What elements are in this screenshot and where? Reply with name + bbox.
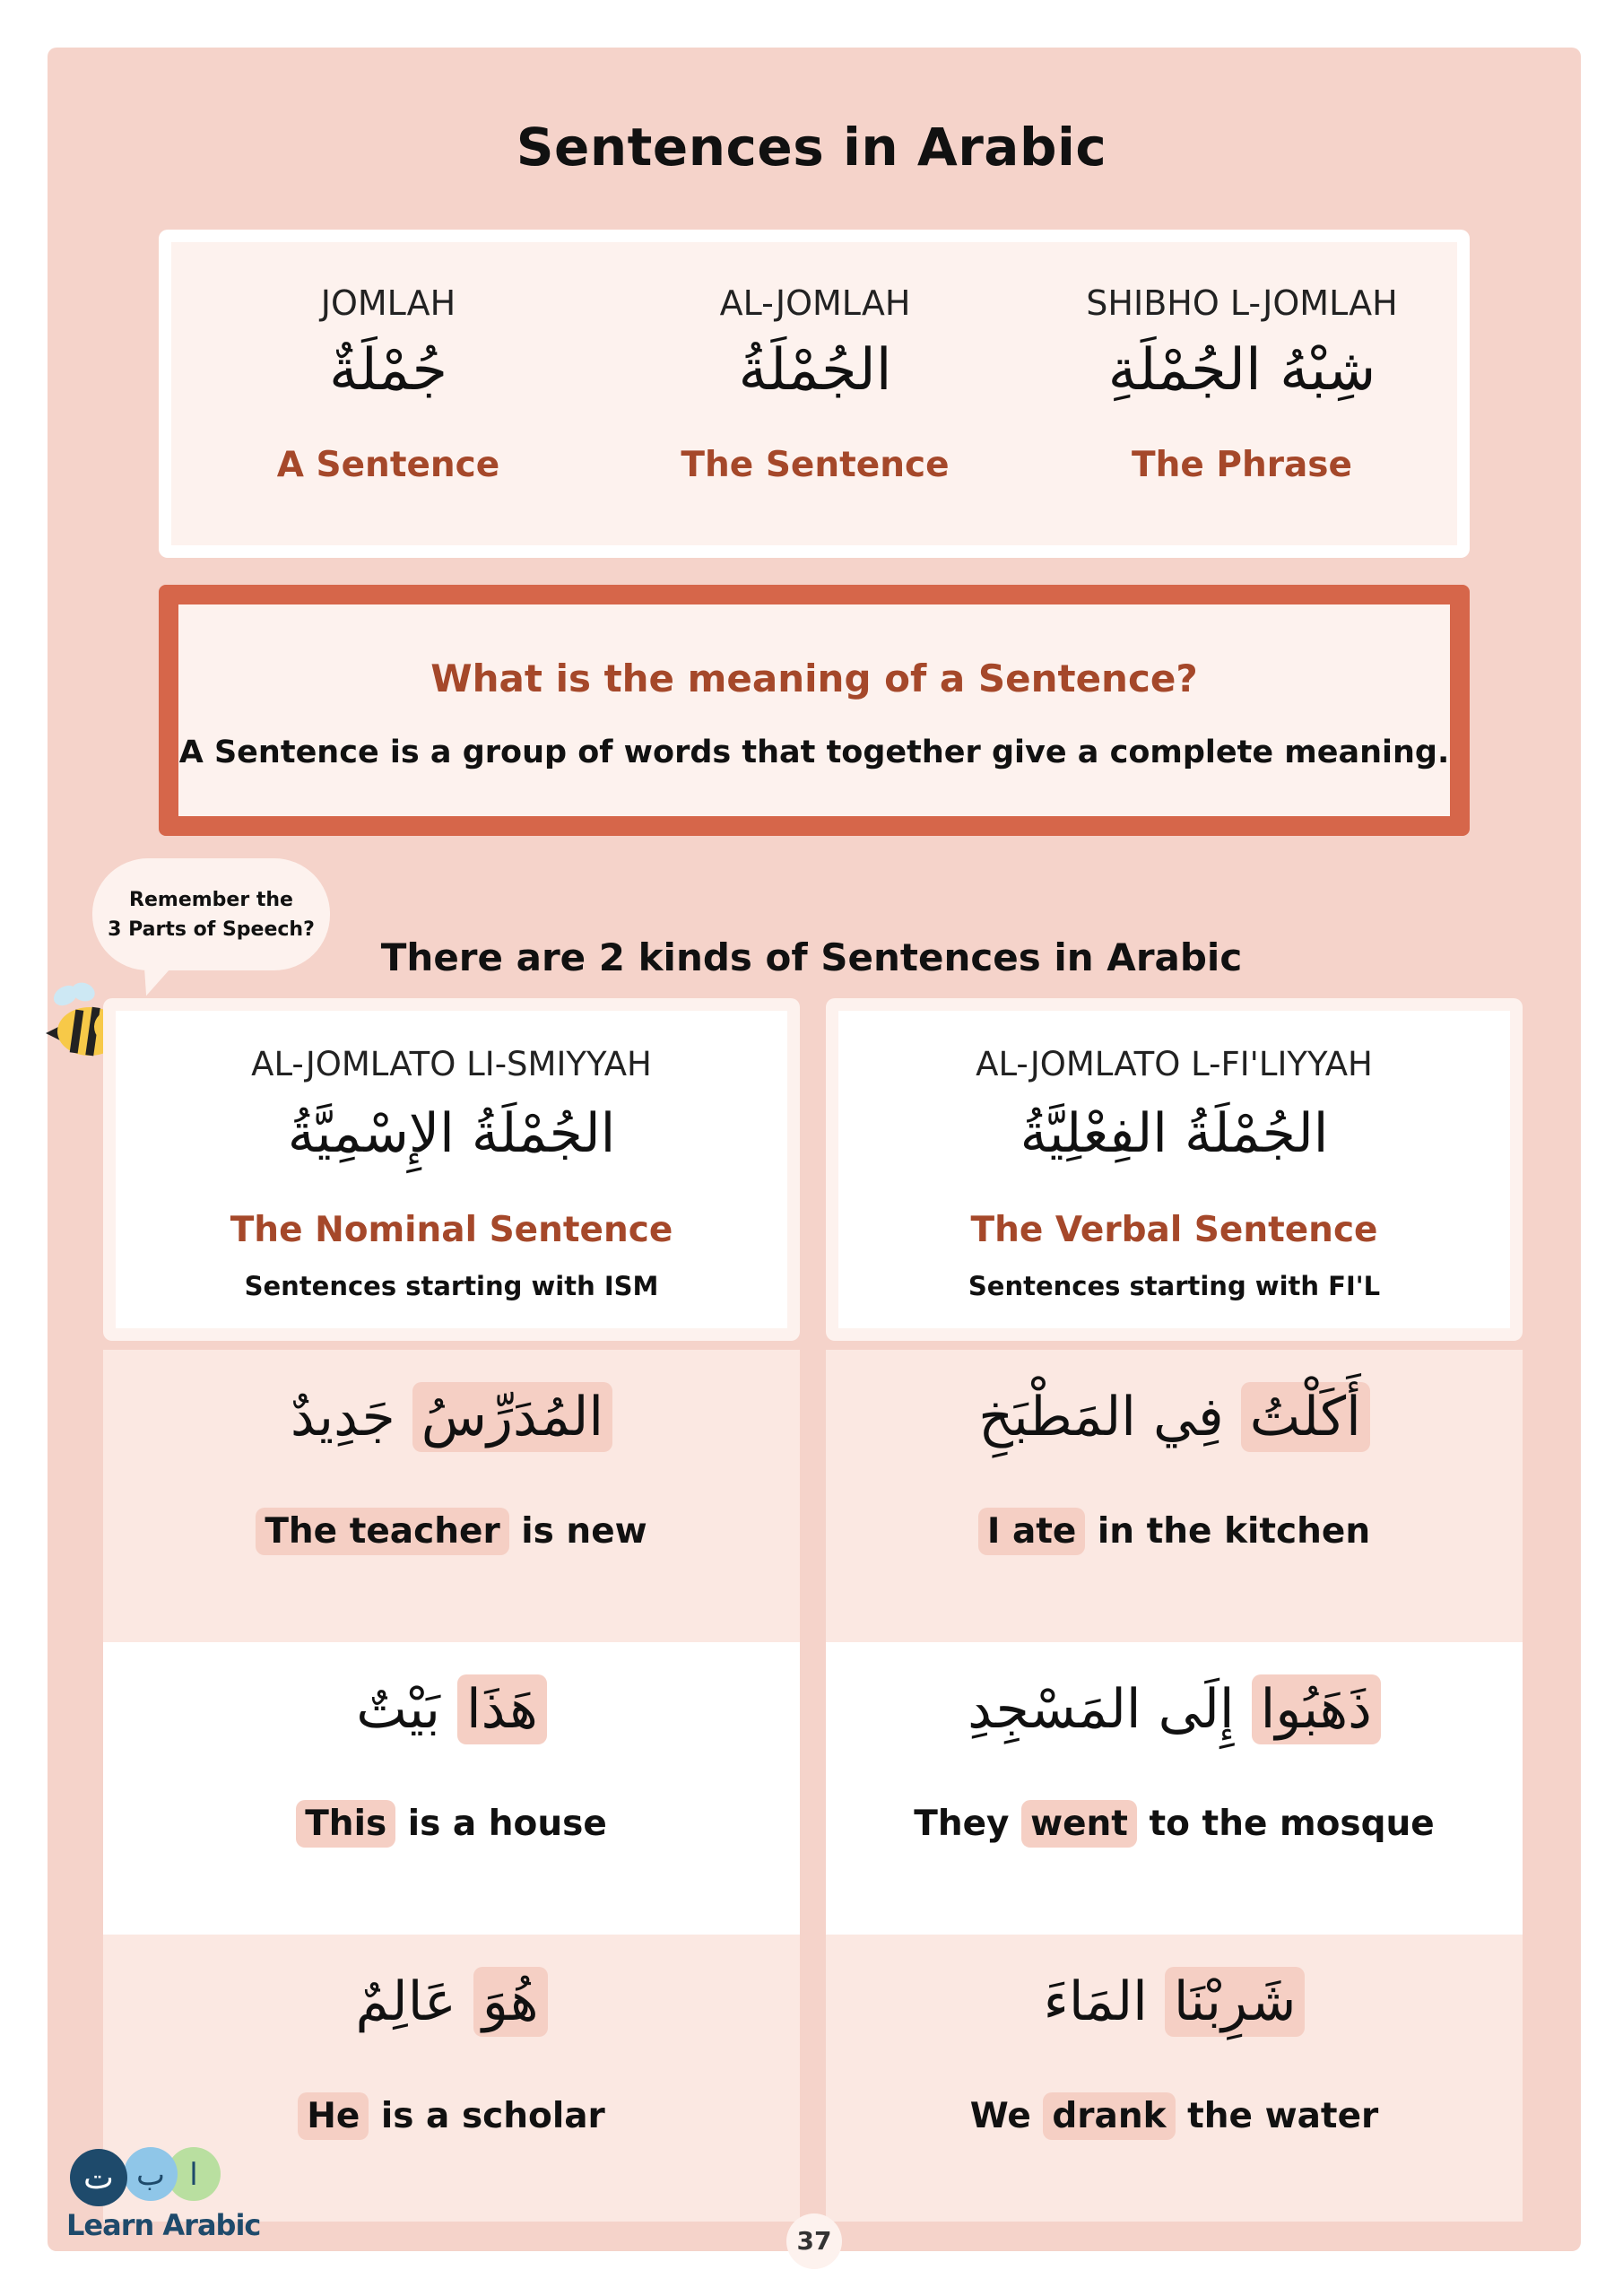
example-english bbox=[103, 1804, 800, 1844]
example-arabic bbox=[103, 1970, 800, 2033]
english-post: the water bbox=[1175, 2096, 1379, 2136]
page-title: Sentences in Arabic bbox=[516, 117, 1107, 178]
bubble-line-1: Remember the bbox=[129, 889, 293, 911]
arabic-rest: جَدِيدٌ bbox=[290, 1386, 395, 1448]
term-arabic: شِبْهُ الجُمْلَةِ bbox=[1107, 337, 1376, 404]
definition-box bbox=[159, 585, 1470, 836]
english-highlight: The teacher bbox=[256, 1508, 508, 1555]
nominal-header-card bbox=[103, 998, 800, 1341]
nominal-example bbox=[103, 1350, 800, 1642]
nominal-example bbox=[103, 1642, 800, 1935]
logo-letter-ba: ب bbox=[135, 2157, 166, 2193]
arabic-rest: بَيْتٌ bbox=[356, 1678, 440, 1741]
bubble-line-2: 3 Parts of Speech? bbox=[108, 918, 315, 941]
english-post: to the mosque bbox=[1136, 1804, 1435, 1844]
english-post: is a scholar bbox=[369, 2096, 605, 2136]
nominal-arabic: الجُمْلَةُ الإِسْمِيَّةُ bbox=[287, 1102, 616, 1165]
example-arabic bbox=[826, 1386, 1523, 1448]
terms-box bbox=[159, 230, 1470, 558]
term-translit: AL-JOMLAH bbox=[719, 283, 911, 323]
example-english bbox=[103, 1511, 800, 1552]
example-arabic bbox=[826, 1970, 1523, 2033]
term-english: The Phrase bbox=[1132, 445, 1352, 485]
page-number: 37 bbox=[786, 2213, 842, 2269]
logo-letter-alif: ا bbox=[189, 2157, 198, 2193]
example-english bbox=[826, 2096, 1523, 2136]
verbal-english: The Verbal Sentence bbox=[970, 1210, 1378, 1250]
example-english bbox=[826, 1804, 1523, 1844]
verbal-example bbox=[826, 1350, 1523, 1642]
term-english: A Sentence bbox=[276, 445, 500, 485]
example-english bbox=[826, 1511, 1523, 1552]
arabic-highlight: شَرِبْنَا bbox=[1165, 1967, 1305, 2037]
arabic-highlight: هَذَا bbox=[457, 1674, 547, 1744]
arabic-rest: إِلَى المَسْجِدِ bbox=[968, 1678, 1235, 1741]
english-pre: They bbox=[914, 1804, 1022, 1844]
definition-answer: A Sentence is a group of words that together give a complete meaning. bbox=[178, 735, 1450, 770]
english-post: in the kitchen bbox=[1085, 1511, 1371, 1552]
arabic-rest: المَاءَ bbox=[1043, 1970, 1148, 2033]
verbal-header-card bbox=[826, 998, 1523, 1341]
nominal-english: The Nominal Sentence bbox=[230, 1210, 673, 1250]
verbal-example bbox=[826, 1935, 1523, 2222]
arabic-rest: عَالِمٌ bbox=[355, 1970, 456, 2033]
nominal-column bbox=[103, 998, 800, 2222]
english-highlight: He bbox=[298, 2092, 369, 2140]
term-translit: SHIBHO L-JOMLAH bbox=[1086, 283, 1398, 323]
arabic-highlight: هُوَ bbox=[473, 1967, 548, 2037]
verbal-translit: AL-JOMLATO L-FI'LIYYAH bbox=[976, 1045, 1373, 1083]
logo-letter-ta: ت bbox=[83, 2160, 114, 2196]
kinds-title: There are 2 kinds of Sentences in Arabic bbox=[380, 935, 1243, 979]
term-english: The Sentence bbox=[681, 445, 950, 485]
arabic-highlight: أَكَلْتُ bbox=[1241, 1382, 1370, 1452]
example-arabic bbox=[103, 1386, 800, 1448]
example-english bbox=[103, 2096, 800, 2136]
nominal-subtitle: Sentences starting with ISM bbox=[244, 1271, 659, 1301]
verbal-subtitle: Sentences starting with FI'L bbox=[968, 1271, 1381, 1301]
arabic-rest: فِي المَطْبَخِ bbox=[978, 1386, 1224, 1448]
english-highlight: drank bbox=[1043, 2092, 1175, 2140]
logo-text: Learn Arabic bbox=[66, 2208, 261, 2242]
english-highlight: went bbox=[1021, 1800, 1137, 1848]
english-post: is a house bbox=[395, 1804, 607, 1844]
verbal-arabic: الجُمْلَةُ الفِعْلِيَّةُ bbox=[1020, 1102, 1329, 1165]
example-arabic bbox=[103, 1678, 800, 1741]
term-arabic: جُمْلَةٌ bbox=[328, 337, 448, 404]
english-highlight: This bbox=[296, 1800, 395, 1848]
english-pre: We bbox=[969, 2096, 1044, 2136]
verbal-example bbox=[826, 1642, 1523, 1935]
nominal-translit: AL-JOMLATO LI-SMIYYAH bbox=[251, 1045, 652, 1083]
verbal-column bbox=[826, 998, 1523, 2222]
term-arabic: الجُمْلَةُ bbox=[738, 337, 892, 404]
english-post: is new bbox=[508, 1511, 647, 1552]
english-highlight: I ate bbox=[978, 1508, 1086, 1555]
example-arabic bbox=[826, 1678, 1523, 1741]
arabic-highlight: المُدَرِّسُ bbox=[412, 1382, 612, 1452]
arabic-highlight: ذَهَبُوا bbox=[1252, 1674, 1381, 1744]
definition-question: What is the meaning of a Sentence? bbox=[430, 657, 1198, 700]
term-translit: JOMLAH bbox=[320, 283, 456, 323]
